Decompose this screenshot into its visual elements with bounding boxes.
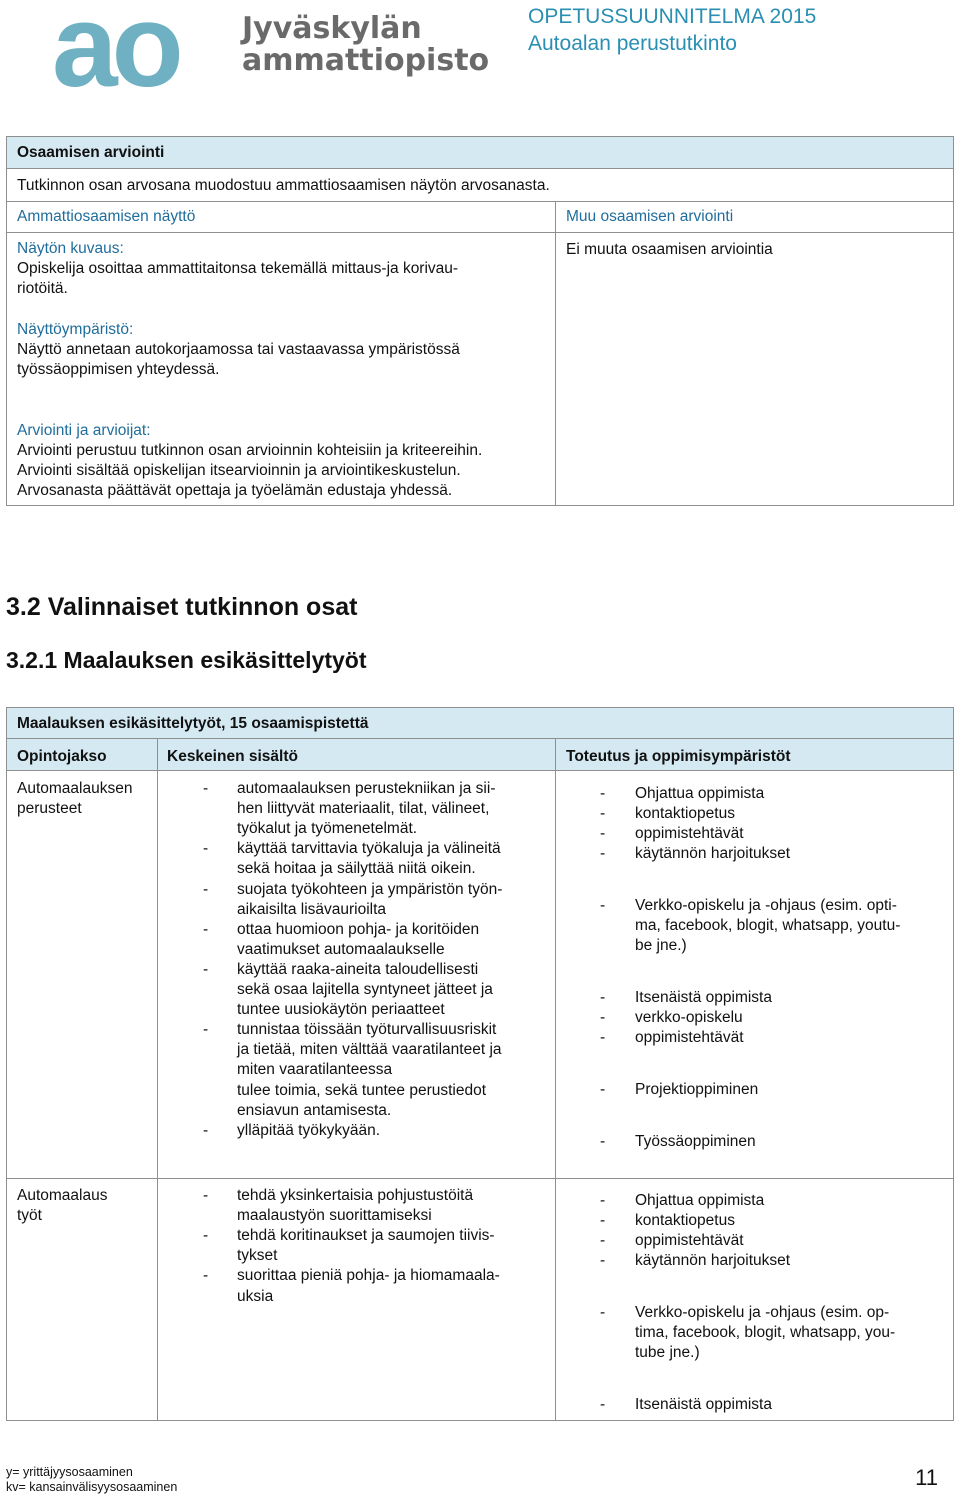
module-header-row xyxy=(7,739,953,771)
list-bullet: - xyxy=(203,1227,209,1245)
other-heading: Muu osaamisen arviointi xyxy=(566,208,734,225)
impl-line: oppimistehtävät xyxy=(635,825,744,842)
impl-line: Itsenäistä oppimista xyxy=(635,989,772,1006)
content-line: uksia xyxy=(237,1287,274,1305)
column-divider xyxy=(157,739,158,1420)
eval-line: Arvosanasta päättävät opettaja ja työelämän edustaja yhdessä. xyxy=(17,482,453,499)
row-name: työt xyxy=(17,1207,42,1224)
footer-note: kv= kansainvälisyysosaaminen xyxy=(6,1480,178,1494)
other-text: Ei muuta osaamisen arviointia xyxy=(566,241,773,258)
column-divider xyxy=(555,202,556,505)
list-bullet: - xyxy=(600,1029,606,1046)
document-title: OPETUSSUUNNITELMA 2015 xyxy=(528,5,817,28)
list-bullet: - xyxy=(600,897,606,914)
desc-line: Opiskelija osoittaa ammattitaitonsa tekemällä mittaus-ja korivau- xyxy=(17,260,459,277)
col-header-toteutus: Toteutus ja oppimisympäristöt xyxy=(566,748,791,765)
impl-line: oppimistehtävät xyxy=(635,1029,744,1046)
content-line: ensiavun antamisesta. xyxy=(237,1101,392,1119)
content-line: tunnistaa töissään työturvallisuusriskit xyxy=(237,1021,497,1039)
demo-heading: Ammattiosaamisen näyttö xyxy=(17,208,196,225)
content-line: ylläpitää työkykyään. xyxy=(237,1121,381,1139)
list-bullet: - xyxy=(600,1192,606,1209)
impl-line: kontaktiopetus xyxy=(635,1212,735,1229)
desc-label: Näytön kuvaus: xyxy=(17,240,124,257)
content-line: tuntee uusiokäytön periaatteet xyxy=(237,1001,445,1019)
list-bullet: - xyxy=(600,1304,606,1321)
env-line: Näyttö annetaan autokorjaamossa tai vastaavassa ympäristössä xyxy=(17,341,460,358)
content-line: maalaustyön suorittamiseksi xyxy=(237,1207,432,1225)
content-line: aikaisilta lisävaurioilta xyxy=(237,900,387,918)
content-line: suorittaa pieniä pohja- ja hiomamaala- xyxy=(237,1267,500,1285)
list-bullet: - xyxy=(203,840,209,858)
impl-line: käytännön harjoitukset xyxy=(635,1252,791,1269)
desc-line: riotöitä. xyxy=(17,280,68,297)
list-bullet: - xyxy=(600,1212,606,1229)
env-line: työssäoppimisen yhteydessä. xyxy=(17,361,220,378)
impl-line: Itsenäistä oppimista xyxy=(635,1396,772,1413)
impl-line: Projektioppiminen xyxy=(635,1081,759,1098)
divider xyxy=(7,201,953,202)
content-line: automaalauksen perustekniikan ja sii- xyxy=(237,780,496,797)
page-number: 11 xyxy=(915,1465,938,1490)
logo-line2: ammattiopisto xyxy=(242,43,490,78)
col-header-opintojakso: Opintojakso xyxy=(17,748,107,765)
list-bullet: - xyxy=(600,785,606,802)
column-divider xyxy=(555,739,556,1420)
list-bullet: - xyxy=(203,1021,209,1039)
impl-line: Ohjattua oppimista xyxy=(635,1192,765,1209)
content-line: ja tietää, miten välttää vaaratilanteet ja xyxy=(237,1041,502,1059)
list-bullet: - xyxy=(203,1187,209,1204)
content-line: ottaa huomioon pohja- ja koritöiden xyxy=(237,920,480,938)
list-bullet: - xyxy=(600,805,606,822)
list-bullet: - xyxy=(600,1009,606,1026)
list-bullet: - xyxy=(203,880,209,898)
content-line: vaatimukset automaalaukselle xyxy=(237,940,445,958)
content-line: sekä osaa lajitella syntyneet jätteet ja xyxy=(237,981,493,998)
grade-text: Tutkinnon osan arvosana muodostuu ammattiosaamisen näytön arvosanasta. xyxy=(17,177,550,194)
impl-line: Verkko-opiskelu ja -ohjaus (esim. op- xyxy=(635,1304,890,1321)
content-line: miten vaaratilanteessa xyxy=(237,1061,393,1079)
row-name: Automaalauksen xyxy=(17,780,133,797)
row-name: perusteet xyxy=(17,800,82,817)
eval-line: Arviointi sisältää opiskelijan itsearvioinnin ja arviointikeskustelun. xyxy=(17,462,461,479)
eval-label: Arviointi ja arvioijat: xyxy=(17,422,151,439)
list-bullet: - xyxy=(203,1267,209,1285)
content-line: käyttää tarvittavia työkaluja ja välineitä xyxy=(237,840,501,858)
impl-line: verkko-opiskelu xyxy=(635,1009,743,1026)
list-bullet: - xyxy=(600,1396,606,1413)
impl-line: oppimistehtävät xyxy=(635,1232,744,1249)
row-name: Automaalaus xyxy=(17,1187,108,1204)
row-divider xyxy=(7,1178,953,1179)
list-bullet: - xyxy=(600,1252,606,1269)
list-bullet: - xyxy=(600,989,606,1006)
list-bullet: - xyxy=(203,1121,209,1139)
subsection-heading: 3.2.1 Maalauksen esikäsittelytyöt xyxy=(6,647,367,673)
content-line: tehdä koritinaukset ja saumojen tiivis- xyxy=(237,1227,495,1245)
content-line: suojata työkohteen ja ympäristön työn- xyxy=(237,880,503,898)
section-heading: 3.2 Valinnaiset tutkinnon osat xyxy=(6,593,358,621)
logo-line1: Jyväskylän xyxy=(242,11,422,46)
impl-line: be jne.) xyxy=(635,937,687,954)
impl-line: käytännön harjoitukset xyxy=(635,845,791,862)
divider xyxy=(7,232,953,233)
env-label: Näyttöympäristö: xyxy=(17,321,134,338)
impl-line: tima, facebook, blogit, whatsapp, you- xyxy=(635,1324,896,1341)
eval-line: Arviointi perustuu tutkinnon osan arvioinnin kohteisiin ja kriteereihin. xyxy=(17,442,483,459)
list-bullet: - xyxy=(600,1232,606,1249)
content-line: sekä hoitaa ja säilyttää niitä oikein. xyxy=(237,860,476,878)
content-line: työkalut ja työmenetelmät. xyxy=(237,820,418,838)
assessment-title: Osaamisen arviointi xyxy=(17,144,165,161)
logo-letters: ao xyxy=(52,0,178,112)
content-line: tulee toimia, sekä tuntee perustiedot xyxy=(237,1081,487,1099)
impl-line: Työssäoppiminen xyxy=(635,1133,756,1150)
footer-note: y= yrittäjyysosaaminen xyxy=(6,1465,133,1479)
list-bullet: - xyxy=(600,845,606,862)
content-line: tehdä yksinkertaisia pohjustustöitä xyxy=(237,1187,474,1204)
list-bullet: - xyxy=(600,825,606,842)
impl-line: Ohjattua oppimista xyxy=(635,785,765,802)
content-line: käyttää raaka-aineita taloudellisesti xyxy=(237,960,479,978)
document-subtitle: Autoalan perustutkinto xyxy=(528,32,737,55)
content-line: hen liittyvät materiaalit, tilat, välineet, xyxy=(237,800,490,818)
impl-line: ma, facebook, blogit, whatsapp, youtu- xyxy=(635,917,901,934)
impl-line: tube jne.) xyxy=(635,1344,700,1361)
col-header-sisalto: Keskeinen sisältö xyxy=(167,748,298,765)
impl-line: Verkko-opiskelu ja -ohjaus (esim. opti- xyxy=(635,897,897,914)
content-line: tykset xyxy=(237,1247,278,1265)
module-title: Maalauksen esikäsittelytyöt, 15 osaamispistettä xyxy=(17,715,369,732)
list-bullet: - xyxy=(203,780,209,797)
impl-line: kontaktiopetus xyxy=(635,805,735,822)
school-logo xyxy=(52,0,490,112)
list-bullet: - xyxy=(203,920,209,938)
list-bullet: - xyxy=(600,1081,606,1098)
list-bullet: - xyxy=(203,960,209,978)
list-bullet: - xyxy=(600,1133,606,1150)
